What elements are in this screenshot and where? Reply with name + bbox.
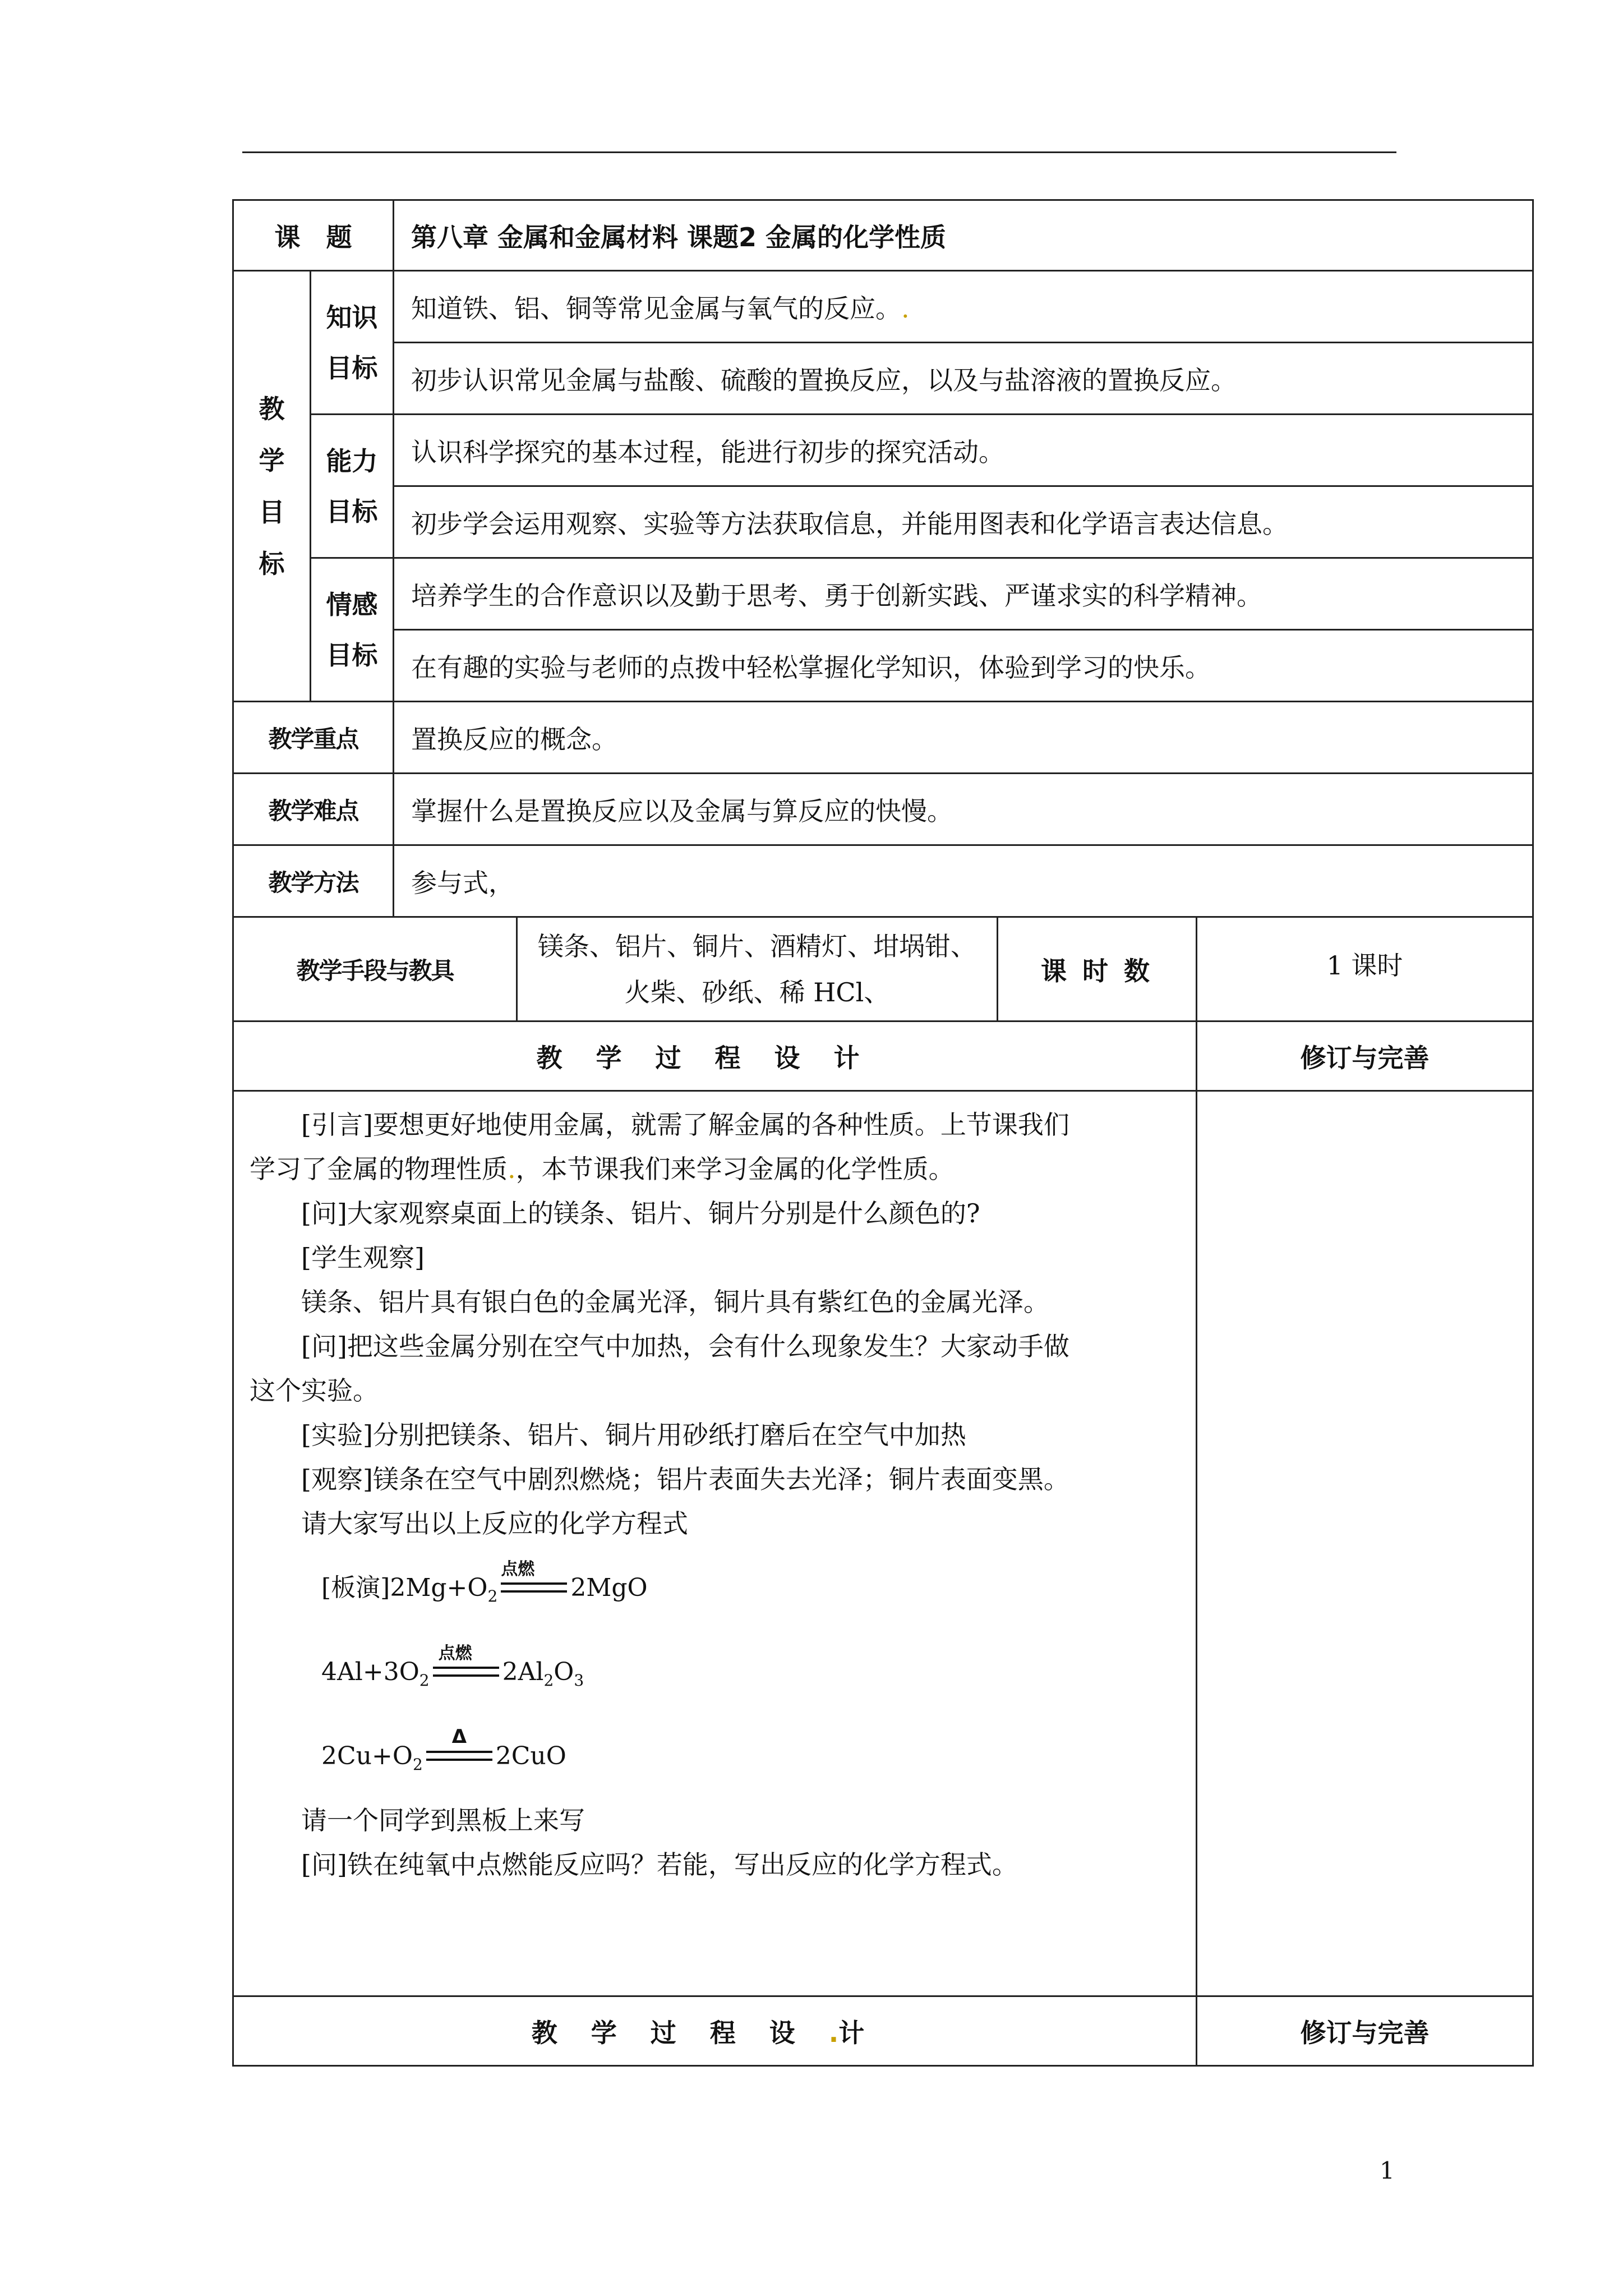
ability-item-1: 认识科学探究的基本过程，能进行初步的探究活动。 (394, 415, 1533, 486)
lesson-plan-table (232, 199, 1534, 2067)
topic-row (233, 200, 1533, 271)
method-label: 教学方法 (233, 845, 394, 917)
equation-cu: $2Cu+O_2$ Δ 2CuO (321, 1725, 566, 1774)
equation-mg-condition: 点燃 (501, 1559, 535, 1579)
equation-mg: [板演]$2Mg+O_2$ 点燃 2MgO (321, 1559, 648, 1605)
tools-value: 镁条、铝片、铜片、酒精灯、坩埚钳、 火柴、砂纸、稀 HCl、 (517, 917, 998, 1022)
knowledge-label: 知识 目标 (311, 271, 394, 415)
key-point-label: 教学重点 (233, 702, 394, 774)
emotion-item-2: 在有趣的实验与老师的点拨中轻松掌握化学知识，体验到学习的快乐。 (394, 630, 1533, 702)
objectives-label: 教 学 目 标 (233, 271, 311, 702)
process-intro: [引言]要想更好地使用金属，就需了解金属的各种性质。上节课我们 (301, 1110, 1069, 1140)
process-intro-cont: 学习了金属的物理性质.，本节课我们来学习金属的化学性质。 (250, 1154, 955, 1184)
header-rule (242, 151, 1396, 153)
method-value: 参与式， (394, 845, 1533, 917)
process-observe-label: [学生观察] (301, 1243, 425, 1273)
emotion-label: 情感 目标 (311, 558, 394, 702)
equation-cu-condition: Δ (451, 1725, 467, 1748)
page-number: 1 (1380, 2157, 1395, 2184)
design-header2-revise: 修订与完善 (1197, 1996, 1533, 2066)
process-experiment: [实验]分别把镁条、铝片、铜片用砂纸打磨后在空气中加热 (301, 1420, 966, 1450)
ability-label: 能力 目标 (311, 415, 394, 558)
process-content (233, 1091, 1197, 1996)
difficulty-label: 教学难点 (233, 774, 394, 845)
key-point-value: 置换反应的概念。 (394, 702, 1533, 774)
process-board-request: 请一个同学到黑板上来写 (301, 1805, 585, 1835)
design-header2-title: 教学过程设.计 (233, 1996, 1197, 2066)
knowledge-item-1: 知道铁、铝、铜等常见金属与氧气的反应。. (394, 271, 1533, 343)
emotion-item-1: 培养学生的合作意识以及勤于思考、勇于创新实践、严谨求实的科学精神。 (394, 558, 1533, 630)
process-question-2-cont: 这个实验。 (250, 1375, 379, 1406)
topic-title: 第八章 金属和金属材料 课题2 金属的化学性质 (394, 200, 1533, 271)
process-observation: [观察]镁条在空气中剧烈燃烧；铝片表面失去光泽；铜片表面变黑。 (301, 1464, 1069, 1494)
ability-item-2: 初步学会运用观察、实验等方法获取信息，并能用图表和化学语言表达信息。 (394, 486, 1533, 558)
difficulty-value: 掌握什么是置换反应以及金属与算反应的快慢。 (394, 774, 1533, 845)
equation-al: $4Al+3O_2$ 点燃 $2Al_2O_3$ (321, 1643, 584, 1690)
process-observe-text: 镁条、铝片具有银白色的金属光泽，铜片具有紫红色的金属光泽。 (301, 1287, 1049, 1317)
equation-al-condition: 点燃 (438, 1643, 472, 1663)
design-header-title: 教学过程设计 (233, 1022, 1197, 1091)
hours-label: 课 时 数 (998, 917, 1197, 1022)
knowledge-item-2: 初步认识常见金属与盐酸、硫酸的置换反应，以及与盐溶液的置换反应。 (394, 343, 1533, 415)
hours-value: 1 课时 (1197, 917, 1533, 1022)
process-question-2: [问]把这些金属分别在空气中加热，会有什么现象发生？大家动手做 (301, 1331, 1069, 1361)
topic-label: 课 题 (233, 200, 394, 271)
tools-label: 教学手段与教具 (233, 917, 517, 1022)
design-header-revise: 修订与完善 (1197, 1022, 1533, 1091)
process-instruction: 请大家写出以上反应的化学方程式 (301, 1508, 688, 1539)
process-question-3: [问]铁在纯氧中点燃能反应吗？若能，写出反应的化学方程式。 (301, 1849, 1018, 1880)
revise-column (1197, 1091, 1533, 1996)
process-question-1: [问]大家观察桌面上的镁条、铝片、铜片分别是什么颜色的? (301, 1198, 980, 1228)
